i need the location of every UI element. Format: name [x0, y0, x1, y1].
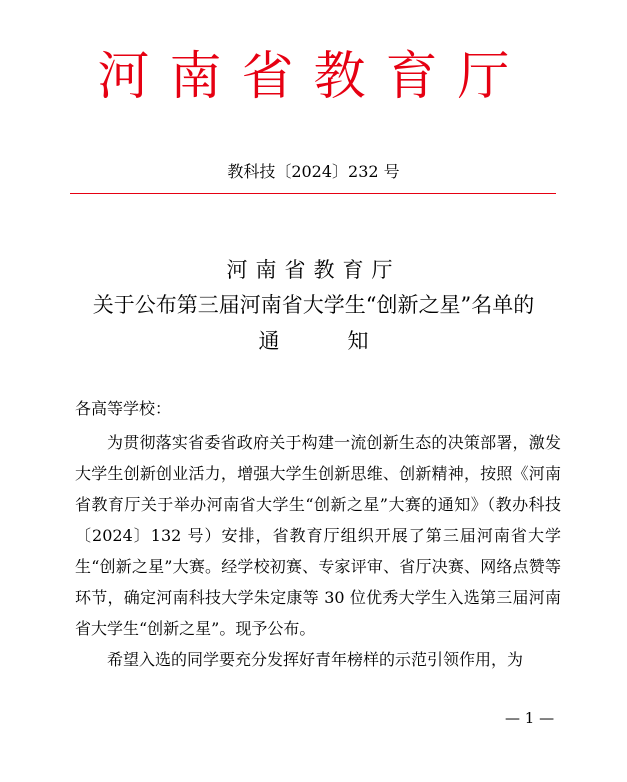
page-number: — 1 — — [505, 709, 555, 727]
title-word-2: 知 — [347, 329, 369, 353]
title-word-1: 通 — [258, 329, 280, 353]
document-number: 教科技〔2024〕232 号 — [227, 162, 400, 181]
paragraph-1: 为贯彻落实省委省政府关于构建一流创新生态的决策部署，激发大学生创新创业活力，增强大学生创新思维、创新精神，按照《河南省教育厅关于举办河南省大学生“创新之星”大赛的通知》（教办科技〔2024〕132 号）安排，省教育厅组织开展了第三届河南省大学生“创新之星”大赛。经学校初赛、专家评审、省厅决赛、网络点赞等环节，确定河南科技大学朱定康等 30 位优秀大学生入选第三届河南省大学生“创新之星”。现予公布。 — [75, 433, 561, 638]
red-divider-line — [70, 193, 556, 194]
salutation: 各高等学校： — [75, 399, 172, 418]
paragraph-2: 希望入选的同学要充分发挥好青年榜样的示范引领作用，为 — [107, 650, 524, 669]
title-line-2: 关于公布第三届河南省大学生“创新之星”名单的 — [92, 293, 535, 317]
title-line-1: 河南省教育厅 — [226, 258, 401, 282]
title-line-3 — [0, 327, 627, 355]
body-text — [75, 427, 561, 675]
issuing-authority-header: 河南省教育厅 — [97, 47, 530, 107]
